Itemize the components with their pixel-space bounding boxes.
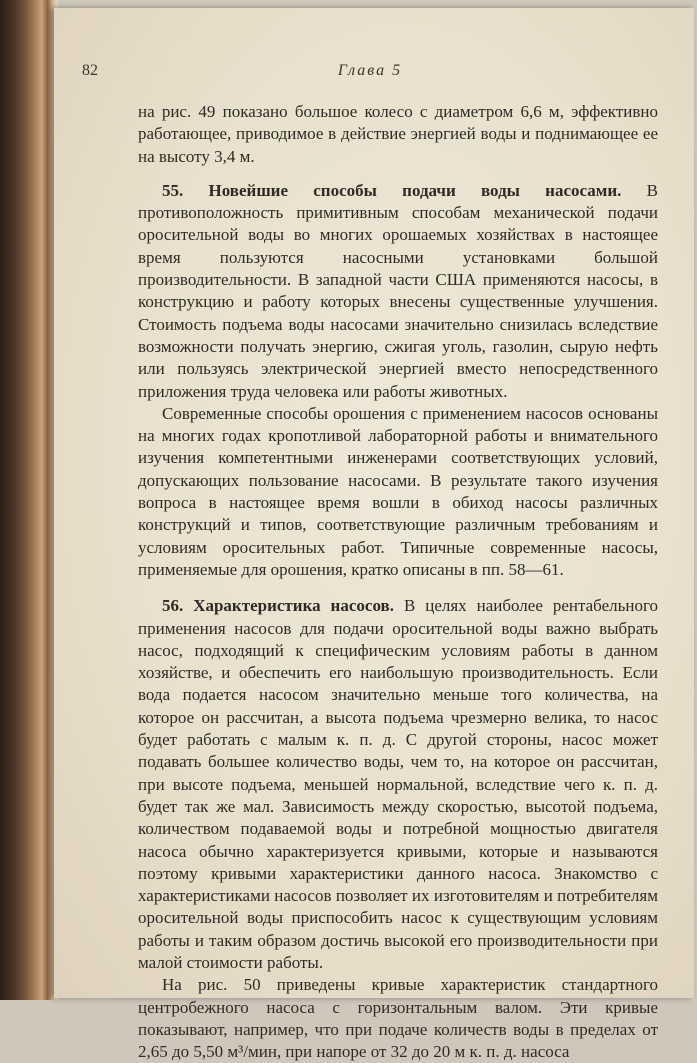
- book-binding: [0, 0, 58, 1000]
- paragraph-intro: на рис. 49 показано большое колесо с диаметром 6,6 м, эффективно работающее, приводимое в действие энергией воды и поднимающее ее на высоту 3,4 м.: [138, 102, 658, 166]
- body-text: [138, 101, 658, 1063]
- section-56: [138, 595, 658, 974]
- section-56-heading: 56. Характеристика насосов.: [162, 596, 394, 616]
- section-55-body: В противоположность примитивным способам механической подачи оросительной воды во многих орошаемых хозяйствах в настоящее время пользуются насосными установками большой производительности. В западной части США применяются насосы, в конструкцию и работу которых внесены существенные улучшения. Стоимость подъема воды насосами значительно снизилась вследствие возможности получать энергию, сжигая уголь, газолин, сырую нефть или пользуясь электрической энергией вместо непосредственного приложения труда человека или работы животных.: [138, 180, 658, 401]
- chapter-title: Глава 5: [337, 62, 403, 79]
- section-56-body: В целях наиболее рентабельного применения насосов для подачи оросительной воды важно выбрать насос, подходящий к специфическим условиям работы в данном хозяйстве, и обеспечить его наибольшую производительность. Если вода подается насосом значительно меньше того количества, на которое он рассчитан, а высота подъема чрезмерно велика, то насос будет работать с малым к. п. д. С другой стороны, насос может подавать большее количество воды, чем то, на которое он рассчитан, при высоте подъема, меньшей нормальной, вследствие чего к. п. д. будет так же мал. Зависимость между скоростью, высотой подъема, количеством подаваемой воды и потребной мощностью двигателя насоса обычно характеризуется кривыми, которые и называются поэтому кривыми характеристики данного насоса. Знакомство с характеристиками насосов позволяет их изготовителям и потребителям оросительной воды приспособить насос к существующим условиям работы и таким образом достичь высокой его производительности при малой стоимости работы.: [138, 596, 659, 972]
- section-55-heading: 55. Новейшие способы подачи воды насосами.: [162, 180, 622, 200]
- page-header: [82, 52, 658, 80]
- page-number: 82: [82, 62, 98, 79]
- section-56-paragraph-2: На рис. 50 приведены кривые характеристик стандартного центробежного насоса с горизонтальным валом. Эти кривые показывают, например, что при подаче количеств воды в пределах от 2,65 до 5,50 м³/мин, при напоре от 32 до 20 м к. п. д. насоса: [138, 975, 658, 1062]
- section-55: [138, 180, 658, 403]
- section-55-paragraph-2: Современные способы орошения с применением насосов основаны на многих годах кропотливой лабораторной работы и внимательного изучения компетентными инженерами соответствующих условий, допускающих пользование насосами. В результате такого изучения вопроса в настоящее время вошли в обиход насосы различных конструкций и типов, соответствующие различным требованиям и условиям оросительных работ. Типичные современные насосы, применяемые для орошения, кратко описаны в пп. 58—61.: [138, 403, 658, 579]
